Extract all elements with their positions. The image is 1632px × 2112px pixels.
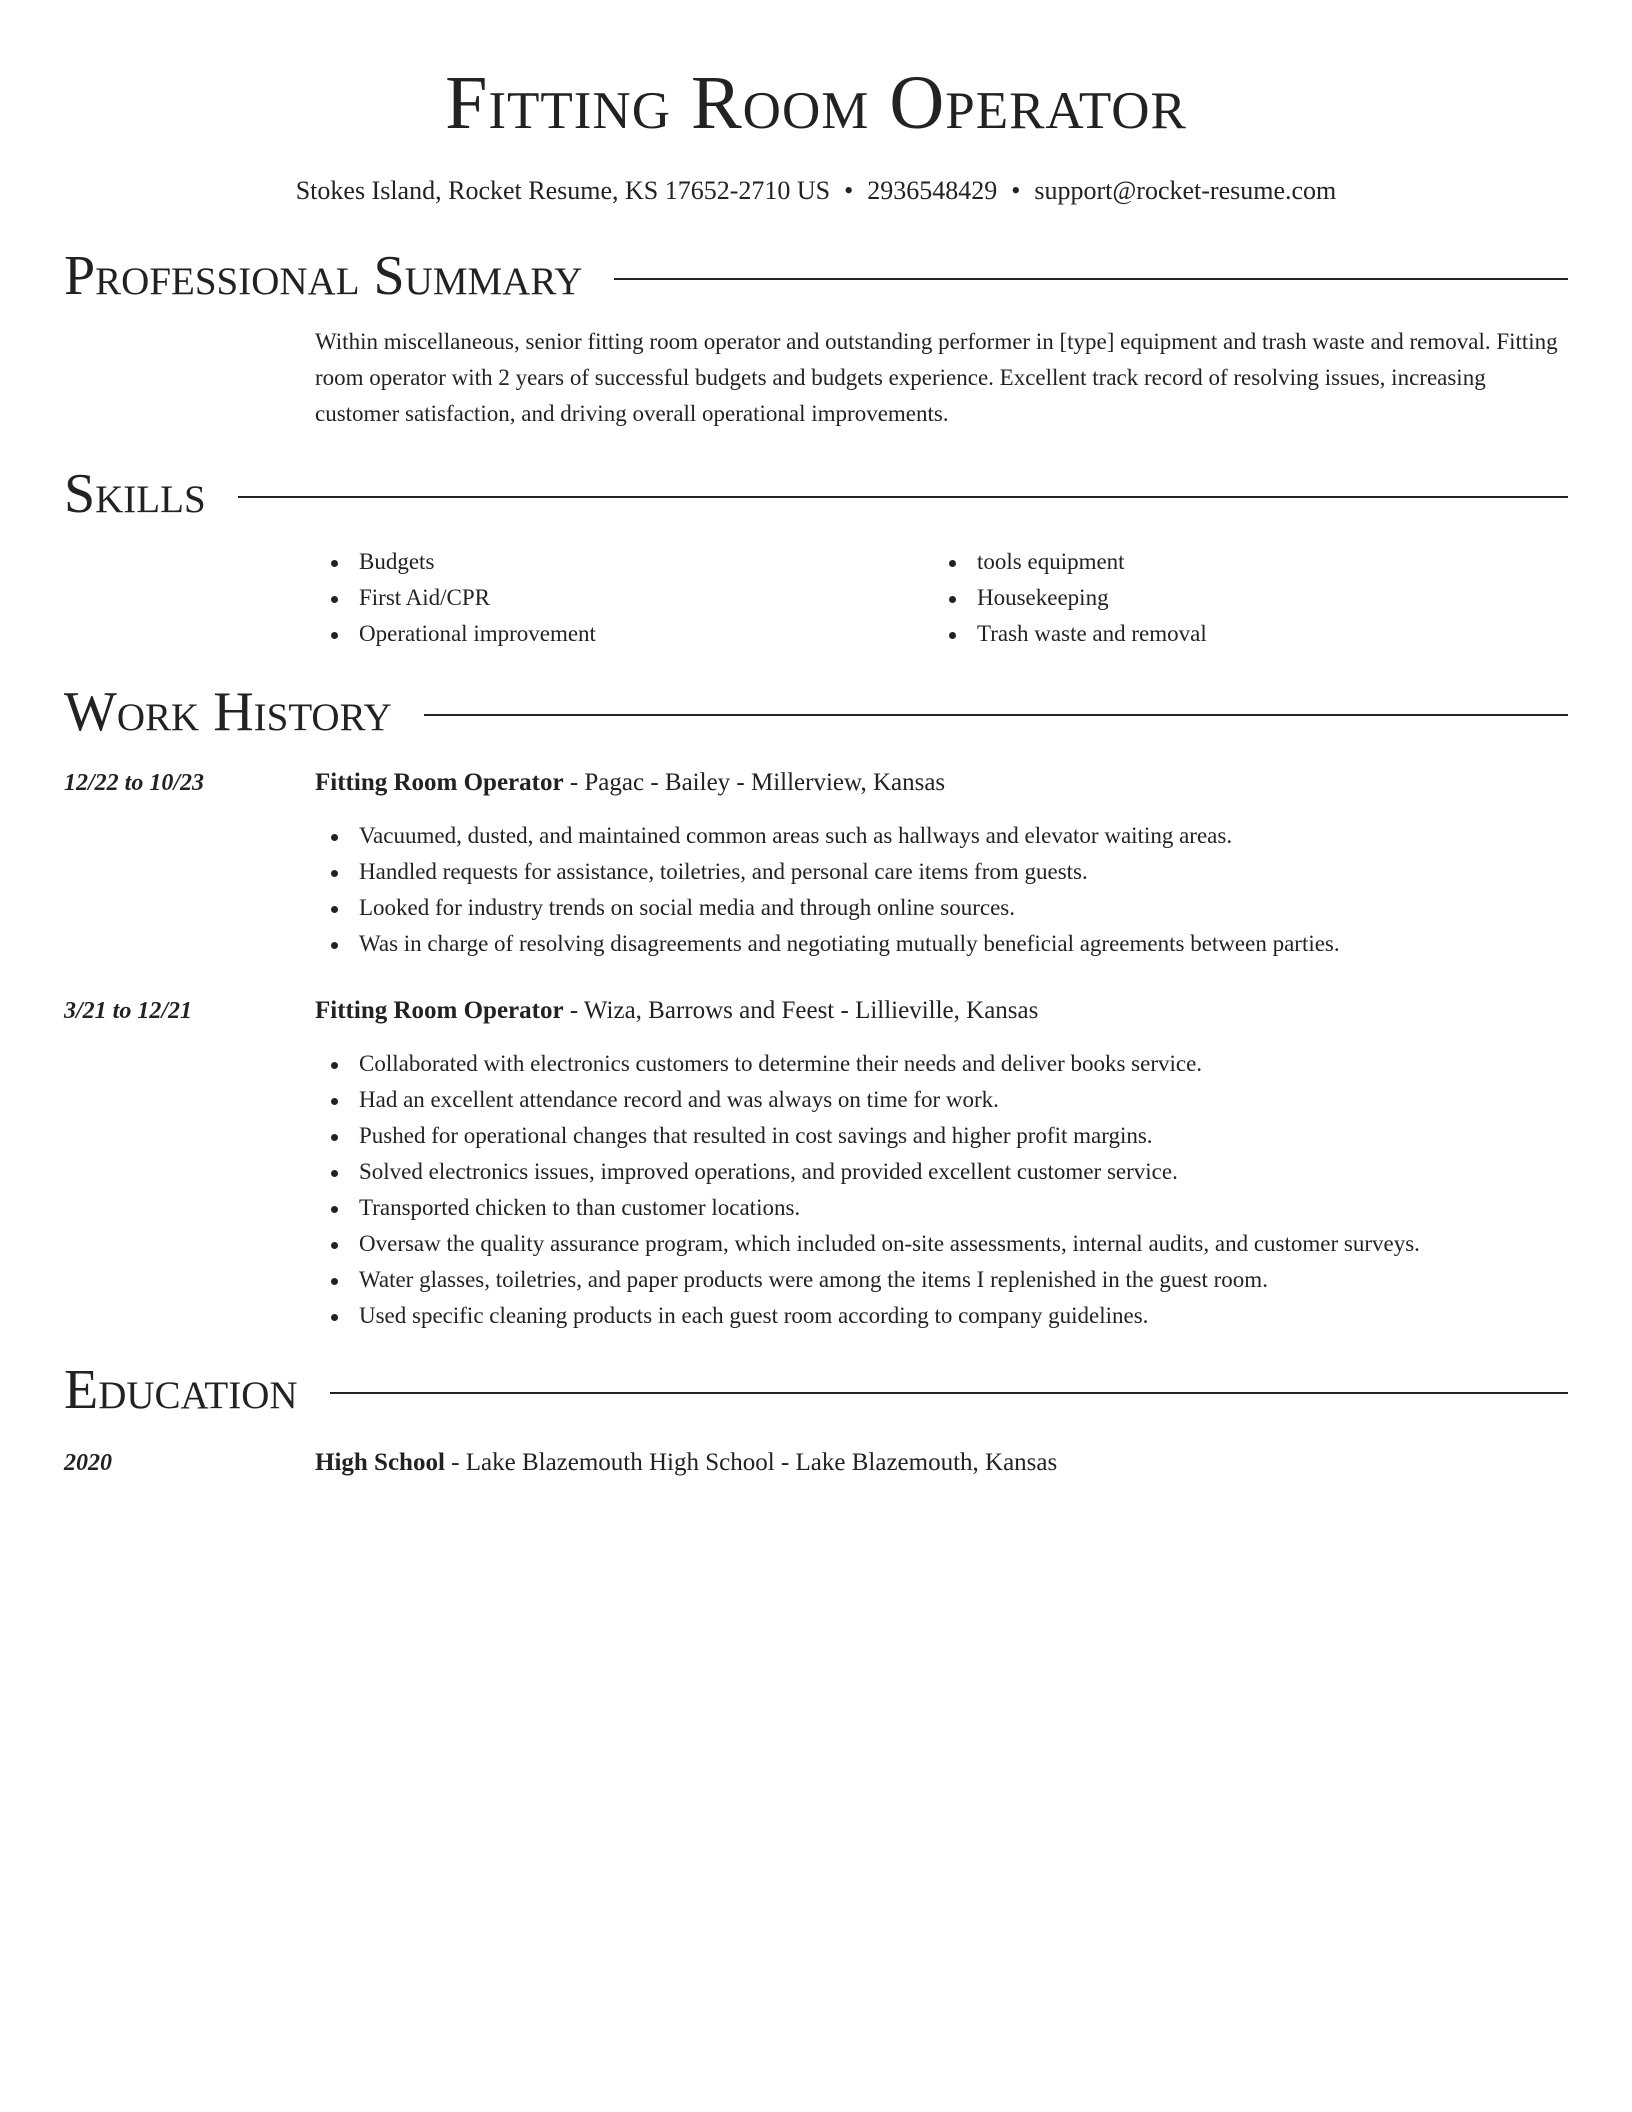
- skills-column-right: [933, 544, 1551, 652]
- job-bullet: Solved electronics issues, improved operations, and provided excellent customer service.: [315, 1154, 1568, 1190]
- education-school: - Lake Blazemouth High School - Lake Blazemouth, Kansas: [444, 1449, 1058, 1476]
- education-year: 2020: [64, 1450, 112, 1476]
- contact-separator: •: [844, 176, 854, 205]
- education-entry: [64, 1444, 1568, 1482]
- section-divider: [238, 496, 1568, 498]
- summary-text: Within miscellaneous, senior fitting room operator and outstanding performer in [type] equipment and trash waste and removal. Fitting room operator with 2 years of successful budgets and budgets experience. Excellent track record of resolving issues, increasing customer satisfaction, and driving overall operational improvements.: [315, 329, 1558, 426]
- contact-phone: 2936548429: [867, 176, 998, 205]
- skill-item: tools equipment: [933, 544, 1551, 580]
- contact-address: Stokes Island, Rocket Resume, KS 17652-2710 US: [295, 176, 831, 205]
- job-employer: - Wiza, Barrows and Feest - Lillieville, Kansas: [563, 997, 1039, 1024]
- job-body: [315, 992, 1568, 1334]
- job-bullet: Had an excellent attendance record and was always on time for work.: [315, 1082, 1568, 1118]
- job-bullets: [315, 818, 1568, 962]
- job-entry: [64, 764, 1568, 962]
- education-heading: Education: [64, 1359, 298, 1421]
- skills-list: [315, 544, 1568, 652]
- job-bullet: Was in charge of resolving disagreements and negotiating mutually beneficial agreements between parties.: [315, 926, 1568, 962]
- skills-heading: Skills: [64, 463, 206, 525]
- job-title-line: [315, 764, 1568, 802]
- job-title: Fitting Room Operator: [315, 769, 564, 796]
- job-dates: 12/22 to 10/23: [64, 770, 205, 796]
- job-bullet: Vacuumed, dusted, and maintained common areas such as hallways and elevator waiting areas.: [315, 818, 1568, 854]
- education-section-header: [64, 1358, 1568, 1422]
- job-bullet: Pushed for operational changes that resulted in cost savings and higher profit margins.: [315, 1118, 1568, 1154]
- education-degree: High School: [315, 1449, 445, 1476]
- work-heading: Work History: [64, 681, 392, 743]
- candidate-name: Fitting Room Operator: [445, 61, 1187, 145]
- section-divider: [614, 278, 1568, 280]
- skill-item: Operational improvement: [315, 616, 933, 652]
- job-bullet: Water glasses, toiletries, and paper products were among the items I replenished in the guest room.: [315, 1262, 1568, 1298]
- job-bullet: Handled requests for assistance, toiletries, and personal care items from guests.: [315, 854, 1568, 890]
- education-line: [315, 1444, 1568, 1482]
- skill-item: Budgets: [315, 544, 933, 580]
- summary-heading: Professional Summary: [64, 245, 583, 307]
- contact-email: support@rocket-resume.com: [1034, 176, 1337, 205]
- summary-section-header: [64, 244, 1568, 308]
- section-divider: [330, 1392, 1568, 1394]
- job-bullets: [315, 1046, 1568, 1334]
- job-title: Fitting Room Operator: [315, 997, 564, 1024]
- job-body: [315, 764, 1568, 962]
- skills-section-header: [64, 462, 1568, 526]
- contact-line: [64, 174, 1568, 208]
- job-employer: - Pagac - Bailey - Millerview, Kansas: [563, 769, 946, 796]
- education-body: [315, 1444, 1568, 1482]
- skill-item: Housekeeping: [933, 580, 1551, 616]
- job-bullet: Looked for industry trends on social media and through online sources.: [315, 890, 1568, 926]
- contact-separator: •: [1011, 176, 1021, 205]
- job-title-line: [315, 992, 1568, 1030]
- skill-item: Trash waste and removal: [933, 616, 1551, 652]
- job-bullet: Transported chicken to than customer locations.: [315, 1190, 1568, 1226]
- job-bullet: Collaborated with electronics customers to determine their needs and deliver books service.: [315, 1046, 1568, 1082]
- job-entry: [64, 992, 1568, 1334]
- skills-column-left: [315, 544, 933, 652]
- job-bullet: Used specific cleaning products in each guest room according to company guidelines.: [315, 1298, 1568, 1334]
- job-bullet: Oversaw the quality assurance program, which included on-site assessments, internal audits, and customer surveys.: [315, 1226, 1568, 1262]
- skill-item: First Aid/CPR: [315, 580, 933, 616]
- resume-page: [64, 0, 1568, 1482]
- work-section-header: [64, 680, 1568, 744]
- job-dates: 3/21 to 12/21: [64, 998, 193, 1024]
- section-divider: [424, 714, 1568, 716]
